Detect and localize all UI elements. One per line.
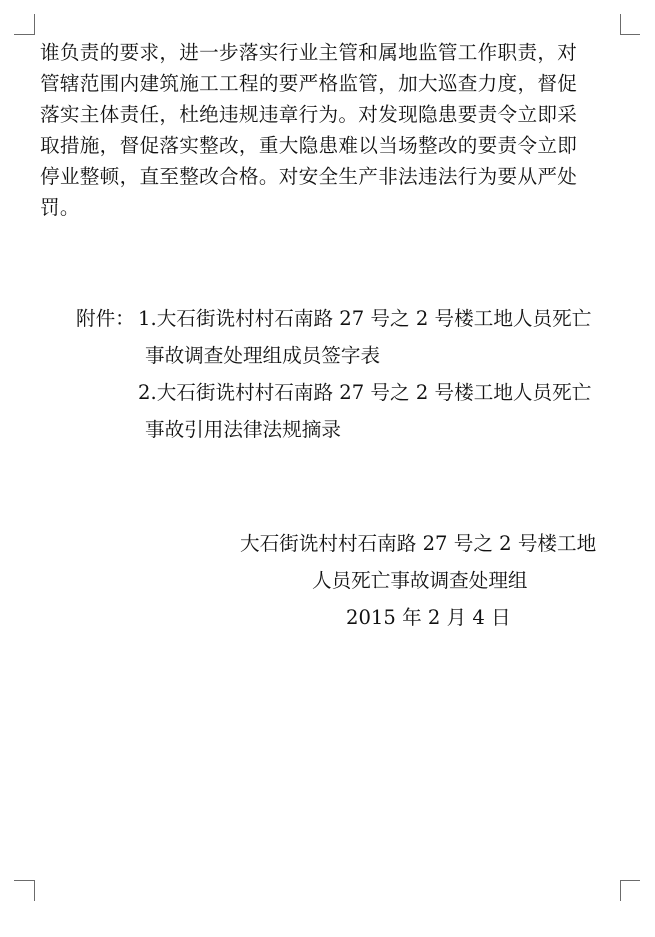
- paragraph-line: 落实主体责任，杜绝违规违章行为。对发现隐患要责令立即采: [40, 103, 578, 126]
- attachment-2-line-2: 事故引用法律法规摘录: [145, 418, 341, 441]
- attachment-2-line-1: 2.大石街诜村村石南路 27 号之 2 号楼工地人员死亡: [138, 381, 592, 404]
- paragraph-line: 取措施，督促落实整改，重大隐患难以当场整改的要责令立即: [40, 134, 578, 157]
- signature-org-line-1: 大石街诜村村石南路 27 号之 2 号楼工地: [240, 532, 597, 555]
- attachments-label: 附件：: [76, 307, 135, 330]
- signature-date: 2015 年 2 月 4 日: [346, 606, 511, 629]
- crop-mark-bottom-right-v: [620, 880, 621, 901]
- crop-mark-top-right-h: [620, 34, 640, 35]
- attachment-1-line-1: 1.大石街诜村村石南路 27 号之 2 号楼工地人员死亡: [138, 307, 592, 330]
- paragraph-line: 谁负责的要求，进一步落实行业主管和属地监管工作职责，对: [40, 41, 578, 64]
- body-paragraph: [40, 37, 615, 223]
- crop-mark-bottom-left-h: [14, 880, 34, 881]
- crop-mark-top-right-v: [620, 14, 621, 35]
- crop-mark-bottom-right-h: [620, 880, 640, 881]
- paragraph-line: 罚。: [40, 196, 80, 219]
- attachment-1-line-2: 事故调查处理组成员签字表: [145, 344, 381, 367]
- signature-org-line-2: 人员死亡事故调查处理组: [312, 569, 528, 592]
- crop-mark-top-left-h: [14, 34, 34, 35]
- paragraph-line: 停业整顿，直至整改合格。对安全生产非法违法行为要从严处: [40, 165, 578, 188]
- crop-mark-top-left-v: [34, 14, 35, 35]
- paragraph-line: 管辖范围内建筑施工工程的要严格监管，加大巡查力度，督促: [40, 72, 578, 95]
- crop-mark-bottom-left-v: [34, 880, 35, 901]
